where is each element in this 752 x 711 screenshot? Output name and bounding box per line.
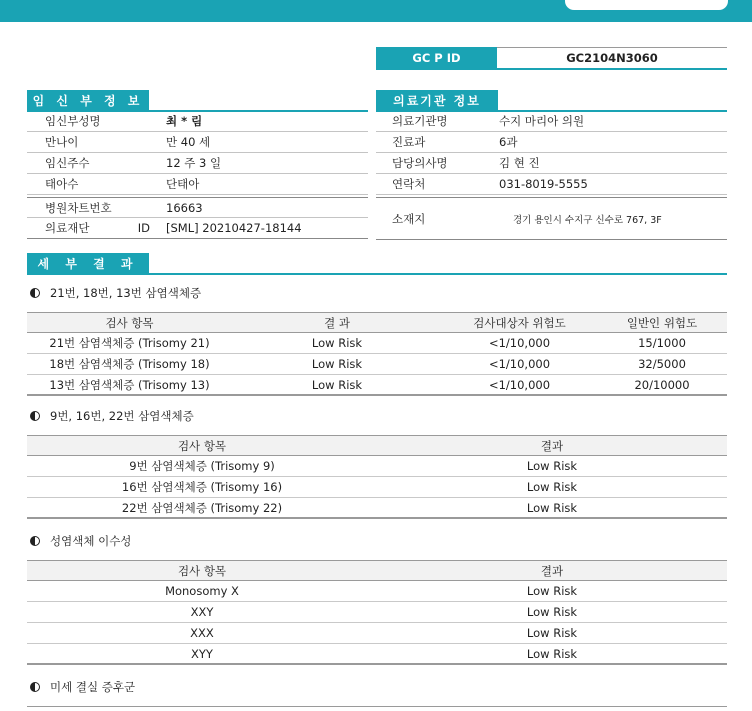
section-title: 21번, 18번, 13번 삼염색체증 xyxy=(50,286,202,300)
detail-results-header: 세 부 결 과 xyxy=(27,253,149,274)
patient-info-header: 임 신 부 정 보 xyxy=(27,90,149,111)
inst-contact-key: 연락처 xyxy=(392,177,426,191)
cell-test-item: 9번 삼염색체증 (Trisomy 9) xyxy=(129,459,275,473)
col-result: 결과 xyxy=(540,438,564,453)
inst-row-address xyxy=(376,197,727,240)
cell-general-risk: 20/10000 xyxy=(634,377,690,392)
cell-result: Low Risk xyxy=(526,646,578,661)
section-title: 미세 결실 증후군 xyxy=(50,680,136,694)
gcp-id-value: GC2104N3060 xyxy=(497,47,727,69)
col-subject-risk: 검사대상자 위험도 xyxy=(473,315,566,330)
patient-age-value: 만 40 세 xyxy=(166,135,211,149)
half-circle-bullet-icon xyxy=(30,536,40,546)
cell-test-item: XXY xyxy=(190,605,214,619)
cell-test-item: 16번 삼염색체증 (Trisomy 16) xyxy=(121,480,283,494)
table-header xyxy=(27,560,727,581)
section-microdeletion xyxy=(30,679,135,695)
inst-address-key: 소재지 xyxy=(392,211,426,226)
gcp-id-label: GC P ID xyxy=(376,47,497,69)
half-circle-bullet-icon xyxy=(30,288,40,298)
patient-name-key: 임신부성명 xyxy=(45,114,101,128)
table-row xyxy=(27,498,727,519)
inst-contact-value: 031-8019-5555 xyxy=(499,177,588,191)
patient-row-foundation xyxy=(27,218,368,239)
cell-subject-risk: <1/10,000 xyxy=(488,357,551,371)
table-row xyxy=(27,333,727,354)
cell-result: Low Risk xyxy=(526,626,578,640)
cell-result: Low Risk xyxy=(526,605,578,619)
patient-weeks-key: 임신주수 xyxy=(45,156,90,170)
table-row xyxy=(27,602,727,623)
section-trisomy-21-18-13 xyxy=(30,285,201,301)
cell-result: Low Risk xyxy=(526,500,578,515)
col-result: 결 과 xyxy=(324,315,350,330)
cell-general-risk: 32/5000 xyxy=(638,357,686,371)
cell-result: Low Risk xyxy=(526,480,578,494)
patient-row-name xyxy=(27,111,368,132)
patient-row-weeks xyxy=(27,153,368,174)
cell-result: Low Risk xyxy=(526,584,578,598)
inst-name-value: 수지 마리아 의원 xyxy=(499,114,585,128)
patient-fetus-key: 태아수 xyxy=(45,177,79,191)
top-banner-tab xyxy=(565,0,728,10)
patient-chart-key: 병원차트번호 xyxy=(45,200,112,215)
detail-results-underline xyxy=(27,273,727,275)
cell-result: Low Risk xyxy=(526,459,578,473)
patient-foundation-value: [SML] 20210427-18144 xyxy=(166,221,302,235)
inst-name-key: 의료기관명 xyxy=(392,114,448,128)
inst-doctor-key: 담당의사명 xyxy=(392,156,448,170)
col-test-item: 검사 항목 xyxy=(105,315,154,330)
cell-subject-risk: <1/10,000 xyxy=(488,336,551,350)
inst-row-name xyxy=(376,111,727,132)
col-test-item: 검사 항목 xyxy=(177,563,227,578)
cell-test-item: 18번 삼염색체증 (Trisomy 18) xyxy=(49,357,210,371)
inst-dept-key: 진료과 xyxy=(392,135,426,149)
cell-result: Low Risk xyxy=(311,357,363,371)
inst-row-contact xyxy=(376,174,727,195)
cell-test-item: Monosomy X xyxy=(165,584,239,598)
cell-result: Low Risk xyxy=(311,377,363,392)
inst-row-doctor xyxy=(376,153,727,174)
patient-fetus-value: 단태아 xyxy=(166,177,200,191)
table-header xyxy=(27,312,727,333)
table-sex-chromosome xyxy=(27,560,727,665)
patient-row-age xyxy=(27,132,368,153)
cell-test-item: 21번 삼염색체증 (Trisomy 21) xyxy=(49,336,210,350)
patient-weeks-value: 12 주 3 일 xyxy=(166,156,222,170)
table-trisomy-9-16-22 xyxy=(27,435,727,519)
col-test-item: 검사 항목 xyxy=(177,438,227,453)
patient-row-chart xyxy=(27,197,368,218)
cell-subject-risk: <1/10,000 xyxy=(488,377,551,392)
institution-info-header: 의료기관 정보 xyxy=(376,90,498,111)
table-header xyxy=(27,435,727,456)
patient-foundation-key: 의료재단 ID xyxy=(45,221,150,235)
patient-name-value: 최 * 림 xyxy=(166,114,203,128)
half-circle-bullet-icon xyxy=(30,411,40,421)
cell-general-risk: 15/1000 xyxy=(638,336,686,350)
table-row xyxy=(27,375,727,396)
patient-chart-value: 16663 xyxy=(166,200,203,215)
patient-age-key: 만나이 xyxy=(45,135,79,149)
gcp-id-underline xyxy=(376,68,727,70)
microdeletion-table-top-border xyxy=(27,706,727,707)
section-title: 9번, 16번, 22번 삼염색체증 xyxy=(50,409,194,423)
section-trisomy-9-16-22 xyxy=(30,408,194,424)
section-title: 성염색체 이수성 xyxy=(50,534,132,548)
col-general-risk: 일반인 위험도 xyxy=(626,315,698,330)
table-row xyxy=(27,581,727,602)
cell-result: Low Risk xyxy=(311,336,363,350)
inst-address-value: 경기 용인시 수지구 신수로 767, 3F xyxy=(513,214,662,226)
table-row xyxy=(27,456,727,477)
cell-test-item: XXX xyxy=(190,626,214,640)
table-row xyxy=(27,354,727,375)
cell-test-item: XYY xyxy=(191,646,213,661)
half-circle-bullet-icon xyxy=(30,682,40,692)
table-row xyxy=(27,644,727,665)
inst-dept-value: 6과 xyxy=(499,135,518,149)
table-trisomy-21-18-13 xyxy=(27,312,727,396)
top-banner xyxy=(0,0,752,22)
inst-row-dept xyxy=(376,132,727,153)
section-sex-chromosome xyxy=(30,533,131,549)
table-row xyxy=(27,477,727,498)
table-row xyxy=(27,623,727,644)
cell-test-item: 13번 삼염색체증 (Trisomy 13) xyxy=(49,377,210,392)
patient-row-fetus xyxy=(27,174,368,195)
cell-test-item: 22번 삼염색체증 (Trisomy 22) xyxy=(121,500,283,515)
col-result: 결과 xyxy=(540,563,564,578)
inst-doctor-value: 김 현 진 xyxy=(499,156,540,170)
